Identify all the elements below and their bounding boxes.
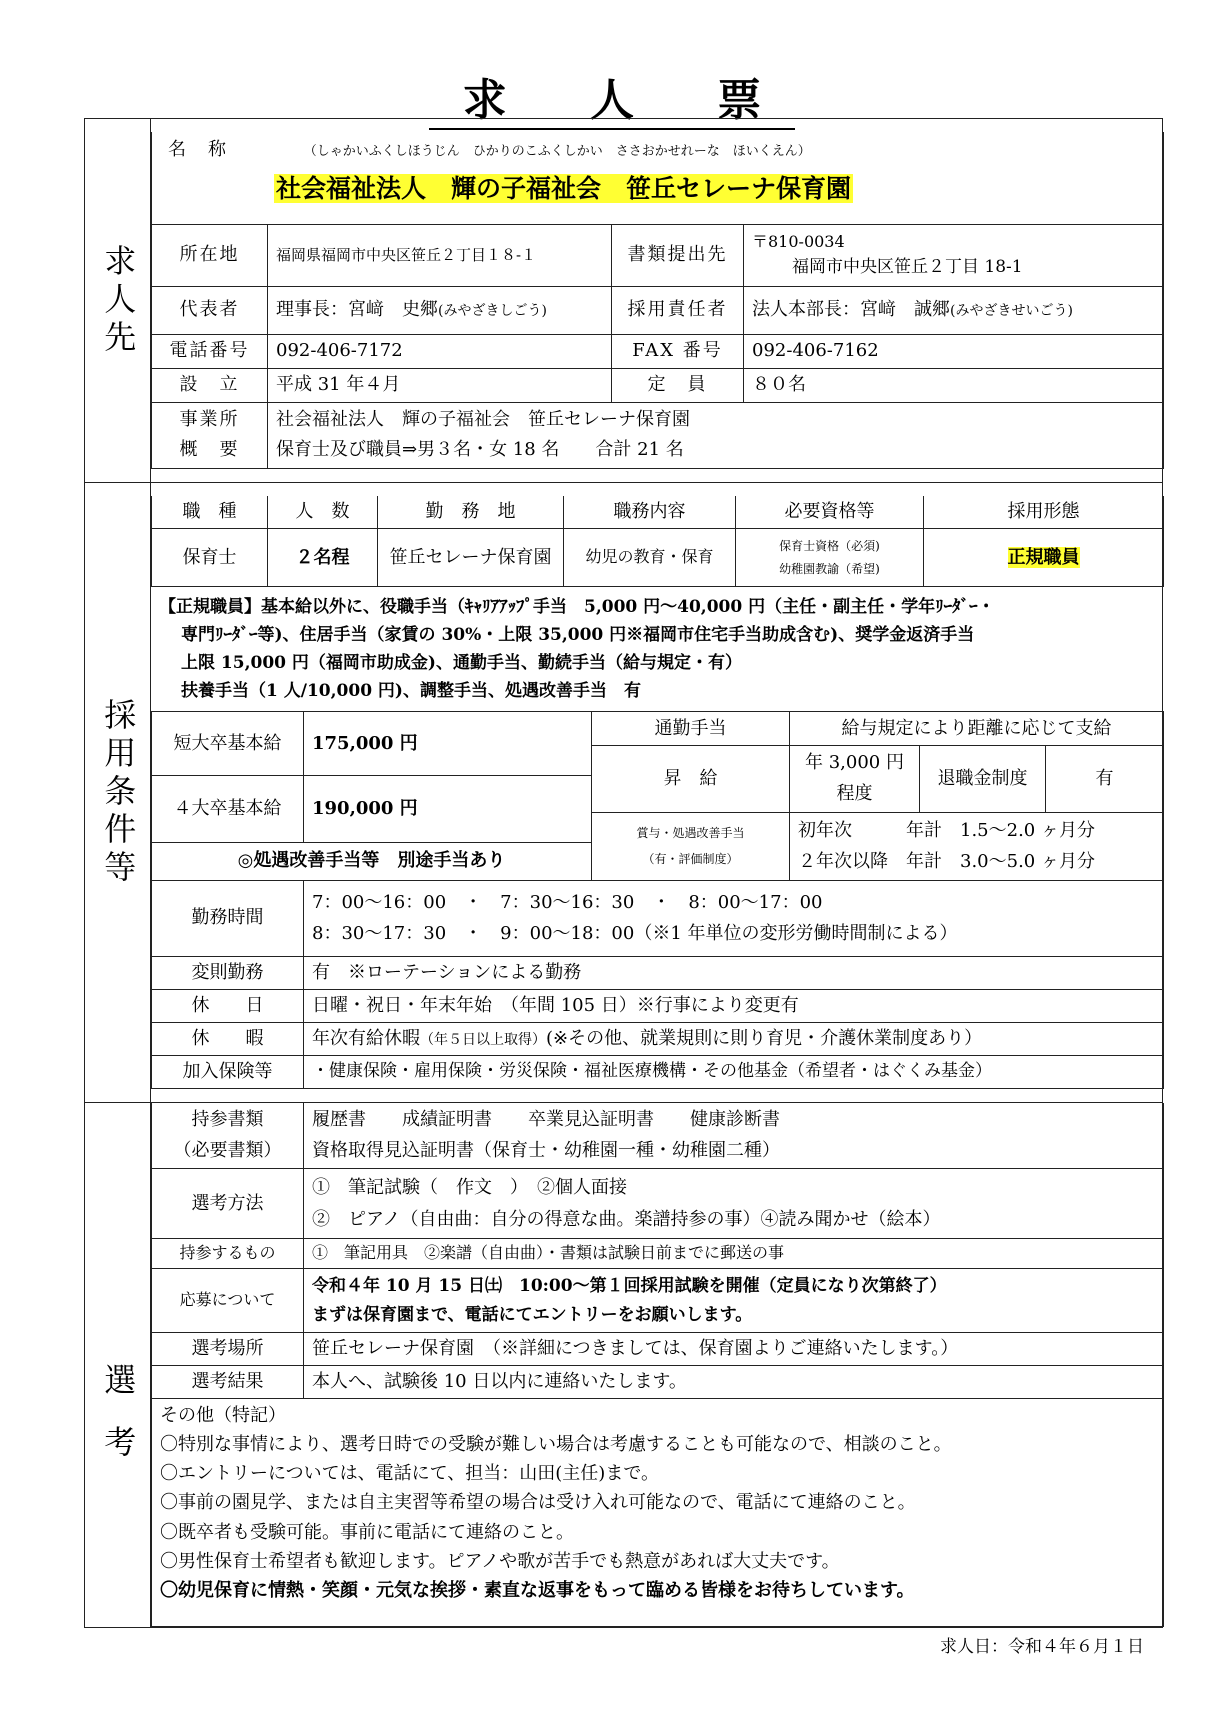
allowances-line-3: 上限 15,000 円（福岡市助成金)、通勤手当、勤続手当（給与規定・有） [181,653,742,674]
method-label: 選考方法 [152,1169,304,1239]
holiday-label: 休 日 [152,989,304,1022]
retire-label: 退職金制度 [920,746,1046,812]
leave-note: (※その他、就業規則に則り育児・介護休業制度あり） [546,1027,983,1049]
est-value: 平成 31 年４月 [268,368,612,402]
apply-line-1: 令和４年 10 月 15 日㈯ 10:00～第１回採用試験を開催（定員になり次第終了） [312,1275,947,1296]
job-sheet [84,118,1163,1628]
job-duties: 幼児の教育・保育 [564,529,736,587]
rep-reading: (みやざきしごう) [438,303,547,320]
univ-salary: 190,000 円 [304,776,592,842]
est-label: 設 立 [152,368,268,402]
apply-label: 応募について [152,1269,304,1333]
section-conditions: 採用条件等 [85,483,151,1103]
bonus-year-1: 初年次 年計 1.5～2.0 ヶ月分 [798,819,1095,841]
bring-label: 持参するもの [152,1239,304,1269]
leave-label: 休 暇 [152,1022,304,1055]
section-selection: 選考 [85,1103,151,1628]
page-title: 求 人 票 [0,64,1224,128]
apply-line-2: まずは保育園まで、電話にてエントリーをお願いします。 [312,1304,753,1325]
rep-value: 理事長：宮﨑 史郷 [276,299,438,321]
docs-label-sub: （必要書類） [173,1139,282,1161]
rep-label: 代表者 [152,286,268,334]
work-table [151,881,1164,1089]
section-employer: 求人先 [85,119,151,483]
fax-value: 092-406-7162 [744,334,1164,368]
result-value: 本人へ、試験後 10 日以内に連絡いたします。 [304,1366,1164,1399]
other-item: 〇既卒者も受験可能。事前に電話にて連絡のこと。 [160,1521,574,1543]
employer-table [151,132,1164,469]
submit-label: 書類提出先 [612,224,744,286]
raise-amount: 年 3,000 円 [805,752,904,774]
job-type: 保育士 [152,529,268,587]
salary-table [151,711,1164,880]
raise-note: 程度 [836,782,873,804]
address-label: 所在地 [152,224,268,286]
hours-line-1: 7：00～16：00 ・ 7：30～16：30 ・ 8：00～17：00 [312,891,823,913]
holiday-value: 日曜・祝日・年末年始 （年間 105 日）※行事により変更有 [304,989,1164,1022]
docs-label: 持参書類 [191,1109,264,1130]
job-header-type: 職 種 [152,496,268,528]
name-label: 名 称 [168,139,228,161]
office-label-2: 概 要 [179,439,240,461]
allowances-line-2: 専門ﾘｰﾀﾞｰ等)、住居手当（家賃の 30%・上限 35,000 円※福岡市住宅手当助成含む)、奨学金返済手当 [181,625,975,646]
hr-label: 採用責任者 [612,286,744,334]
commute-label: 通勤手当 [592,712,790,746]
result-label: 選考結果 [152,1366,304,1399]
office-line-2: 保育士及び職員⇒男３名・女 18 名 合計 21 名 [276,439,684,461]
hr-reading: (みやざきせいごう) [950,303,1073,320]
job-header-qual: 必要資格等 [736,496,924,528]
bonus-label-2: （有・評価制度） [642,852,739,866]
retire-value: 有 [1046,746,1164,812]
capacity-value: ８０名 [744,368,1164,402]
other-item: 〇男性保育士希望者も歓迎します。ピアノや歌が苦手でも熱意があれば大丈夫です。 [160,1550,840,1572]
other-item: 〇特別な事情により、選考日時での受験が難しい場合は考慮することも可能なので、相談のこと。 [160,1434,952,1456]
posting-date: 求人日：令和４年６月１日 [940,1637,1144,1657]
employer-name: 社会福祉法人 輝の子福祉会 笹丘セレーナ保育園 [276,174,852,204]
other-label: その他（特記） [160,1404,286,1426]
fax-label: FAX 番号 [612,334,744,368]
junior-salary: 175,000 円 [304,712,592,776]
bring-value: ① 筆記用具 ②楽譜（自由曲）・書類は試験日前までに郵送の事 [304,1239,1164,1269]
address-value: 福岡県福岡市中央区笹丘２丁目１８-１ [268,224,612,286]
method-line-1: ① 筆記試験（ 作文 ） ②個人面接 [312,1177,627,1199]
job-header-count: 人 数 [268,496,378,528]
allowances-line-1: 【正規職員】基本給以外に、役職手当（ｷｬﾘｱｱｯﾌﾟ手当 5,000 円～40,000 円（主任・副主任・学年ﾘｰﾀﾞｰ・ [159,597,995,618]
method-line-2: ② ピアノ（自由曲：自分の得意な曲。楽譜持参の事）④読み聞かせ（絵本） [312,1208,941,1230]
commute-value: 給与規定により距離に応じて支給 [790,712,1164,746]
job-header-location: 勤 務 地 [378,496,564,528]
name-reading: （しゃかいふくしほうじん ひかりのこふくしかい ささおかせれーな ほいくえん） [303,144,811,160]
junior-label: 短大卒基本給 [152,712,304,776]
selection-table [151,1103,1164,1627]
job-header-duties: 職務内容 [564,496,736,528]
allowances-line-4: 扶養手当（1 人/10,000 円)、調整手当、処遇改善手当 有 [181,681,641,702]
docs-line-1: 履歴書 成績証明書 卒業見込証明書 健康診断書 [312,1109,780,1130]
job-table [151,496,1164,587]
bonus-label-1: 賞与・処遇改善手当 [636,825,745,840]
job-qual-2: 幼稚園教諭（希望) [779,561,880,576]
shift-value: 有 ※ローテーションによる勤務 [304,957,1164,990]
bonus-year-2: ２年次以降 年計 3.0～5.0 ヶ月分 [798,851,1095,872]
job-count: ２名程 [268,529,378,587]
other-item: 〇事前の園見学、または自主実習等希望の場合は受け入れ可能なので、電話にて連絡のこと。 [160,1492,916,1514]
submit-zip: 〒810-0034 [752,231,845,251]
leave-value: 年次有給休暇 [312,1027,420,1049]
insurance-label: 加入保険等 [152,1055,304,1088]
raise-label: 昇 給 [592,746,790,812]
tel-value: 092-406-7172 [268,334,612,368]
leave-min: （年５日以上取得） [420,1031,546,1048]
submit-address: 福岡市中央区笹丘２丁目 18-1 [792,257,1023,278]
salary-note: ◎処遇改善手当等 別途手当あり [152,842,592,880]
hr-value: 法人本部長：宮﨑 誠郷 [752,299,950,321]
docs-line-2: 資格取得見込証明書（保育士・幼稚園一種・幼稚園二種） [312,1139,780,1161]
shift-label: 変則勤務 [152,957,304,990]
hours-line-2: 8：30～17：30 ・ 9：00～18：00（※1 年単位の変形労働時間制による） [312,923,958,945]
hours-label: 勤務時間 [152,881,304,957]
job-header-employment: 採用形態 [924,496,1164,528]
allowances-block [151,587,1162,711]
other-item-closing: 〇幼児保育に情熱・笑顔・元気な挨拶・素直な返事をもって臨める皆様をお待ちしています。 [160,1579,915,1601]
capacity-label: 定 員 [612,368,744,402]
office-line-1: 社会福祉法人 輝の子福祉会 笹丘セレーナ保育園 [276,408,690,430]
insurance-value: ・健康保険・雇用保険・労災保険・福祉医療機構・その他基金（希望者・はぐくみ基金） [304,1055,1164,1088]
office-label-1: 事業所 [179,408,240,430]
job-employment: 正規職員 [1007,546,1080,568]
place-value: 笹丘セレーナ保育園 （※詳細につきましては、保育園よりご連絡いたします。） [304,1333,1164,1366]
tel-label: 電話番号 [152,334,268,368]
job-qual-1: 保育士資格（必須) [779,539,880,554]
other-item: 〇エントリーについては、電話にて、担当：山田(主任)まで。 [160,1463,659,1485]
place-label: 選考場所 [152,1333,304,1366]
univ-label: ４大卒基本給 [152,776,304,842]
job-location: 笹丘セレーナ保育園 [378,529,564,587]
